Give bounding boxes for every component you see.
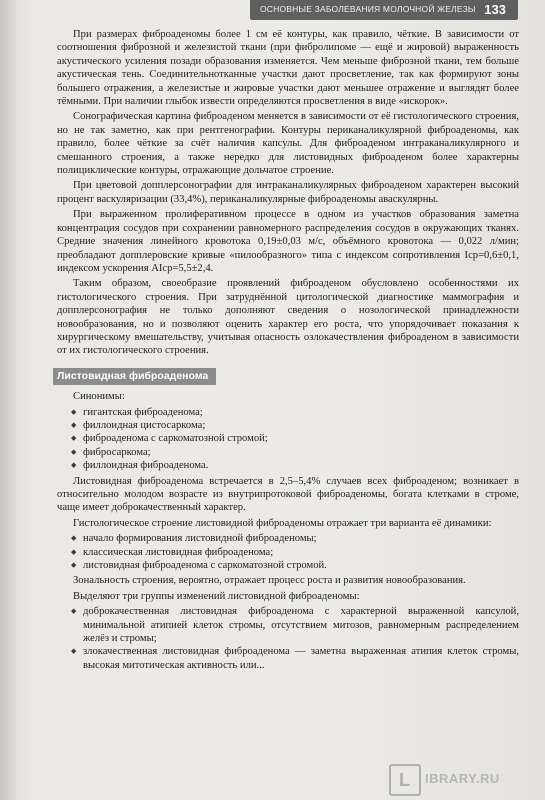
running-title: ОСНОВНЫЕ ЗАБОЛЕВАНИЯ МОЛОЧНОЙ ЖЕЛЕЗЫ: [260, 4, 476, 14]
watermark-text: IBRARY.RU: [425, 771, 500, 786]
page-number: 133: [484, 2, 506, 17]
list-item: ◆ листовидная фиброаденома с саркоматозной стромой.: [71, 559, 519, 572]
list-item: ◆ доброкачественная листовидная фиброаденома с характерной выраженной капсулой, минимальной атипией клеток стромы, отсутствием митозов, равномерным распределением желёз и стромы;: [71, 605, 519, 645]
paragraph: Таким образом, своеобразие проявлений фиброаденом обусловлено особенностями их гистологического строения. При затруднённой цитологической диагностике маммография и допплерсонография не только дополняют сведения о нозологической принадлежности новообразования, но и позволяют оценить характер его роста, что упорядочивает показания к хирургическому вмешательству, учитывая опасность озлокачествления фиброаденом в зависимости от их гистологического строения.: [57, 278, 519, 357]
watermark-letter: L: [399, 770, 410, 790]
paragraph: При размерах фиброаденомы более 1 см её контуры, как правило, чёткие. В зависимости от соотношения фиброзной и железистой ткани (при фибролипоме — ещё и жировой) выраженность акустического усиления позади образования изменяется. Чем меньше фиброзной ткани, тем больше акустическая тень. Соединительнотканные участки дают просветление, так как формируют зоны большего отражения, а железистые и жировые участки дают меньшее отражение и выглядят более тёмными. При наличии глыбок извести определяются просветления в виде «искорок».: [57, 29, 519, 108]
list-item: ◆ фибросаркома;: [71, 446, 519, 459]
list-item: ◆ фиброаденома с саркоматозной стромой;: [71, 432, 519, 445]
list-item: ◆ классическая листовидная фиброаденома;: [71, 546, 519, 559]
paragraph: При цветовой допплерсонографии для интраканаликулярных фиброаденом характерен высокий процент васкуляризации (33,4%), периканаликулярные фиброаденомы аваскулярны.: [57, 180, 519, 205]
section-heading: Листовидная фиброаденома: [53, 368, 216, 385]
paragraph: Сонографическая картина фиброаденом меняется в зависимости от её гистологического строения, но не так заметно, как при рентгенографии. Контуры периканаликулярной фиброаденомы, как правило, более чёткие за счёт наличия капсулы. Для фиброаденом интраканаликулярного и смешанного строения, а также нередко для листовидных фиброаденом более характерны полициклические контуры, отражающие дольчатое строение.: [57, 111, 519, 177]
list-item: ◆ гигантская фиброаденома;: [71, 406, 519, 419]
list-item: ◆ филлоидная фиброаденома.: [71, 459, 519, 472]
synonyms-label: Синонимы:: [73, 391, 125, 403]
page-binding-shadow: [0, 0, 18, 800]
list-item: ◆ филлоидная цистосаркома;: [71, 419, 519, 432]
synonyms-list: [57, 406, 519, 473]
paragraph: Гистологическое строение листовидной фиброаденомы отражает три варианта её динамики:: [73, 517, 492, 529]
groups-list: [57, 605, 519, 672]
page-body: [57, 28, 519, 674]
paragraph: При выраженном пролиферативном процессе в одном из участков образования заметна концентрация сосудов при сохранении равномерного распределения сосудов в окружающих тканях. Средние значения линейного кровотока 0,19±0,03 м/с, объёмного кровотока — 0,022 л/мин; преобладают допплеровские кривые «пилообразного» типа с индексом сопротивления Iср=0,6±0,1, индексом ускорения AIср=5,5±2,4.: [57, 209, 519, 274]
running-header: [250, 0, 518, 20]
paragraph: Зональность строения, вероятно, отражает процесс роста и развития новообразования.: [73, 575, 466, 587]
watermark-logo: [389, 762, 539, 796]
list-item: ◆ начало формирования листовидной фиброаденомы;: [71, 532, 519, 545]
paragraph: Листовидная фиброаденома встречается в 2,5–5,4% случаев всех фиброаденом; возникает в относительно молодом возрасте из внутрипротоковой фиброаденомы, богата клетками в строме, чаще имеет доброкачественный характер.: [57, 475, 519, 514]
watermark-frame-icon: [389, 764, 421, 796]
variants-list: [57, 532, 519, 572]
paragraph: Выделяют три группы изменений листовидной фиброаденомы:: [73, 590, 360, 602]
list-item: ◆ злокачественная листовидная фиброаденома — заметна выраженная атипия клеток стромы, высокая митотическая активность или...: [71, 645, 519, 672]
